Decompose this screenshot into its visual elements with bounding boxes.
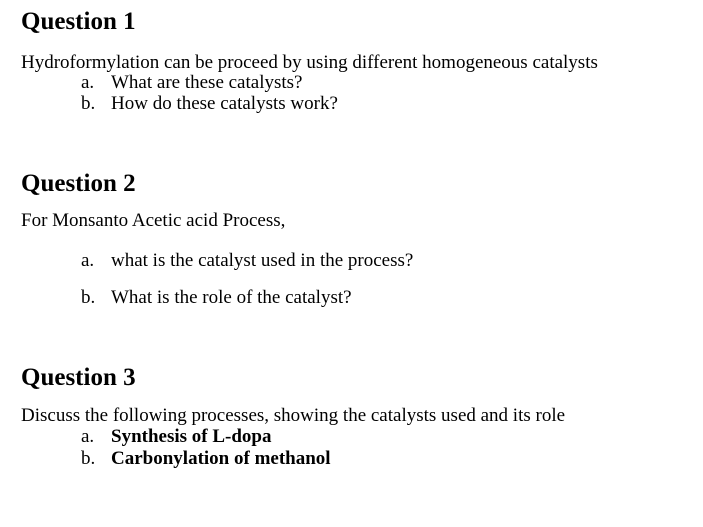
list-item-text: What are these catalysts?	[111, 72, 303, 93]
list-marker: a.	[81, 250, 95, 271]
list-marker: b.	[81, 448, 96, 469]
question-2-heading: Question 2	[21, 170, 136, 197]
list-marker: a.	[81, 72, 95, 93]
question-3-heading: Question 3	[21, 364, 136, 391]
list-item-text: What is the role of the catalyst?	[111, 287, 352, 308]
question-3-item-a	[81, 427, 272, 446]
question-2-intro: For Monsanto Acetic acid Process,	[21, 210, 286, 231]
list-item-text: Carbonylation of methanol	[111, 448, 331, 469]
question-1-intro: Hydroformylation can be proceed by using different homogeneous catalysts	[21, 52, 598, 73]
question-1-item-a	[81, 73, 302, 92]
list-marker: b.	[81, 93, 96, 114]
list-item-text: what is the catalyst used in the process?	[111, 250, 414, 271]
list-marker: b.	[81, 287, 96, 308]
question-2-item-b	[81, 288, 352, 307]
question-1-heading: Question 1	[21, 8, 136, 35]
list-item-text: How do these catalysts work?	[111, 93, 338, 114]
list-item-text: Synthesis of L-dopa	[111, 426, 272, 447]
question-3-item-b	[81, 449, 331, 468]
question-2-item-a	[81, 251, 413, 270]
question-3-intro: Discuss the following processes, showing the catalysts used and its role	[21, 405, 566, 426]
question-1-item-b	[81, 94, 338, 113]
list-marker: a.	[81, 426, 95, 447]
